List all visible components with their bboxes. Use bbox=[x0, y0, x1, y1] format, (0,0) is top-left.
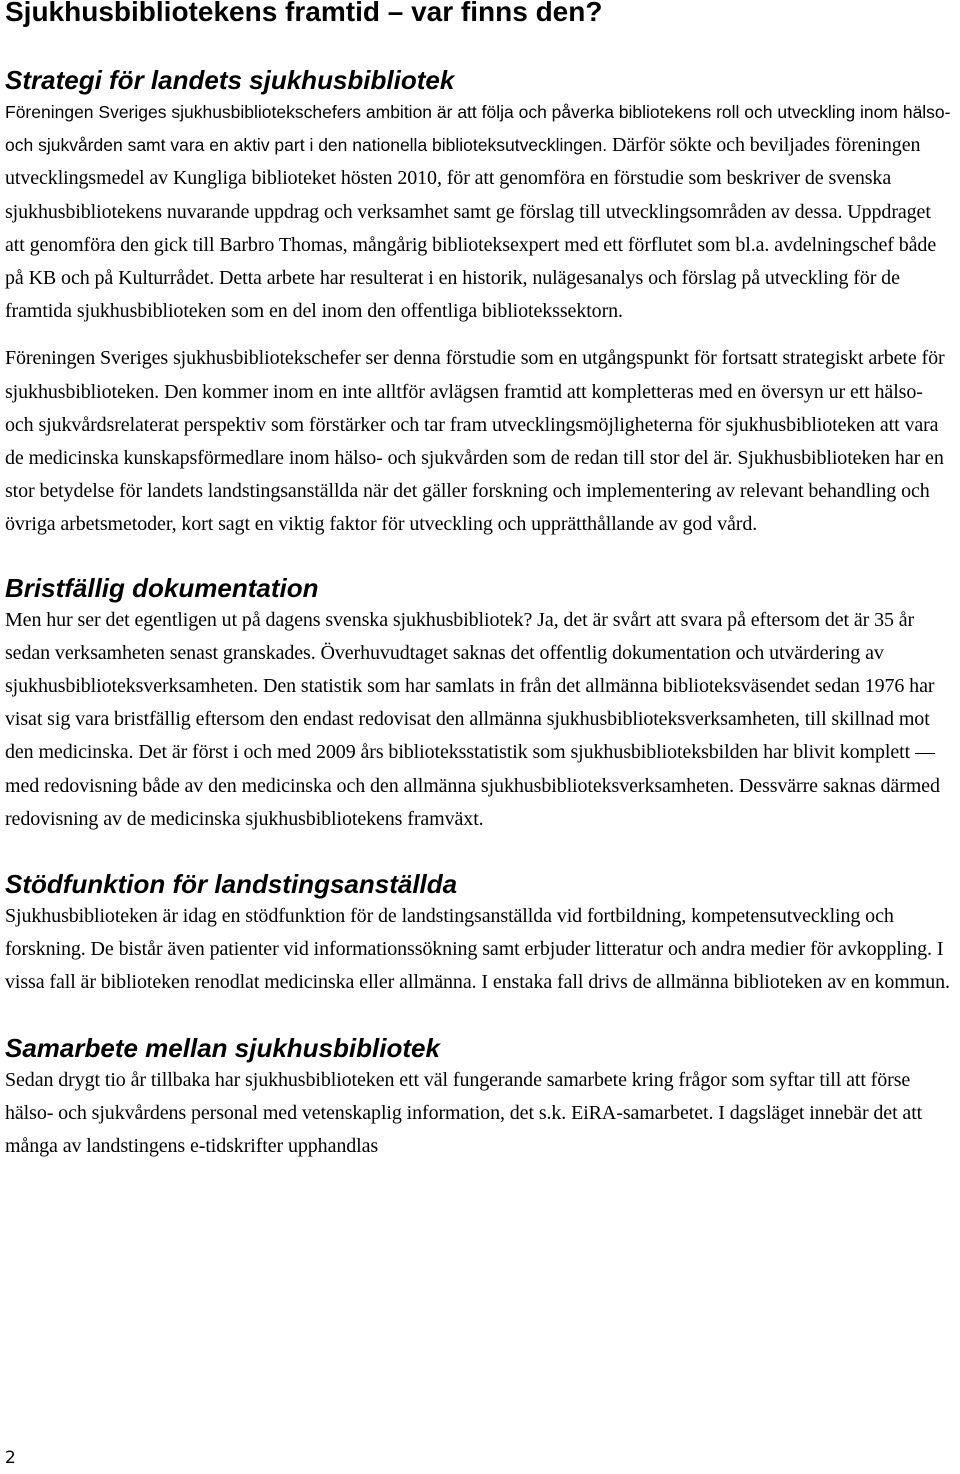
paragraph-strategi-1 bbox=[5, 96, 955, 328]
paragraph-bristfallig: Men hur ser det egentligen ut på dagens svenska sjukhusbibliotek? Ja, det är svårt att svara på eftersom det är 35 år sedan verksamheten senast granskades. Överhuvudtaget saknas det offentlig dokumentation och utvärdering av sjukhusbiblioteksverksamheten. Den statistik som har samlats in från det allmänna biblioteksväsendet sedan 1976 har visat sig vara bristfällig eftersom den endast redovisat den allmänna sjukhusbiblioteksverksamheten, till skillnad mot den medicinska. Det är först i och med 2009 års biblioteksstatistik som sjukhusbiblioteksbilden har blivit komplett — med redovisning både av den medicinska och den allmänna sjukhusbiblioteksverksamheten. Dessvärre saknas därmed redovisning av de medicinska sjukhusbibliotekens framväxt. bbox=[5, 608, 940, 830]
document-title: Sjukhusbibliotekens framtid – var finns den? bbox=[5, 0, 603, 27]
section-heading-stodfunktion: Stödfunktion för landstingsanställda bbox=[5, 869, 458, 900]
section-heading-bristfallig: Bristfällig dokumentation bbox=[5, 572, 319, 603]
section-heading-strategi: Strategi för landets sjukhusbibliotek bbox=[5, 65, 455, 95]
paragraph-strategi-1-body: Därför sökte och beviljades föreningen utvecklingsmedel av Kungliga biblioteket hösten 2010, för att genomföra en förstudie som beskriver de svenska sjukhusbibliotekens nuvarande uppdrag och verksamhet samt ge förslag till utvecklingsområden av dessa. Uppdraget att genomföra den gick till Barbro Thomas, mångårig biblioteksexpert med ett förflutet som bl.a. avdelningschef både på KB och på Kulturrådet. Detta arbete har resulterat i en historik, nulägesanalys och förslag på utveckling för de framtida sjukhusbiblioteken som en del inom den offentliga bibliotekssektorn. bbox=[5, 134, 937, 323]
paragraph-samarbete: Sedan drygt tio år tillbaka har sjukhusbiblioteken ett väl fungerande samarbete kring frågor som syftar till att förse hälso- och sjukvårdens personal med vetenskaplig information, det s.k. EiRA-samarbetet. I dagsläget innebär det att många av landstingens e-tidskrifter upphandlas bbox=[5, 1068, 923, 1158]
document-page bbox=[5, 0, 955, 1163]
paragraph-strategi-2: Föreningen Sveriges sjukhusbibliotekschefer ser denna förstudie som en utgångspunkt för fortsatt strategiskt arbete för sjukhusbiblioteken. Den kommer inom en inte alltför avlägsen framtid att kompletteras med en översyn ur ett hälso- och sjukvårdsrelaterat perspektiv som förstärker och tar fram utvecklingsmöjligheterna för sjukhusbiblioteken att vara de medicinska kunskapsförmedlare inom hälso- och sjukvården som de redan till stor del är. Sjukhusbiblioteken har en stor betydelse för landets landstingsanställda när det gäller forskning och implementering av relevant behandling och övriga arbetsmetoder, kort sagt en viktig faktor för utveckling och upprätthållande av god vård. bbox=[5, 347, 945, 536]
page-number: 2 bbox=[5, 1448, 16, 1468]
paragraph-stodfunktion: Sjukhusbiblioteken är idag en stödfunktion för de landstingsanställda vid fortbildning, kompetensutveckling och forskning. De bistår även patienter vid informationssökning samt erbjuder litteratur och andra medier för avkoppling. I vissa fall är biblioteken renodlat medicinska eller allmänna. I enstaka fall drivs de allmänna biblioteken av en kommun. bbox=[5, 905, 950, 994]
paragraph-strategi-1-intro: Föreningen Sveriges sjukhusbibliotekschefers ambition är att följa och påverka bibliotekens roll och utveckling inom hälso- och sjukvården samt vara en aktiv part i den nationella biblioteksutvecklingen. bbox=[5, 102, 951, 156]
section-heading-samarbete: Samarbete mellan sjukhusbibliotek bbox=[5, 1032, 440, 1063]
